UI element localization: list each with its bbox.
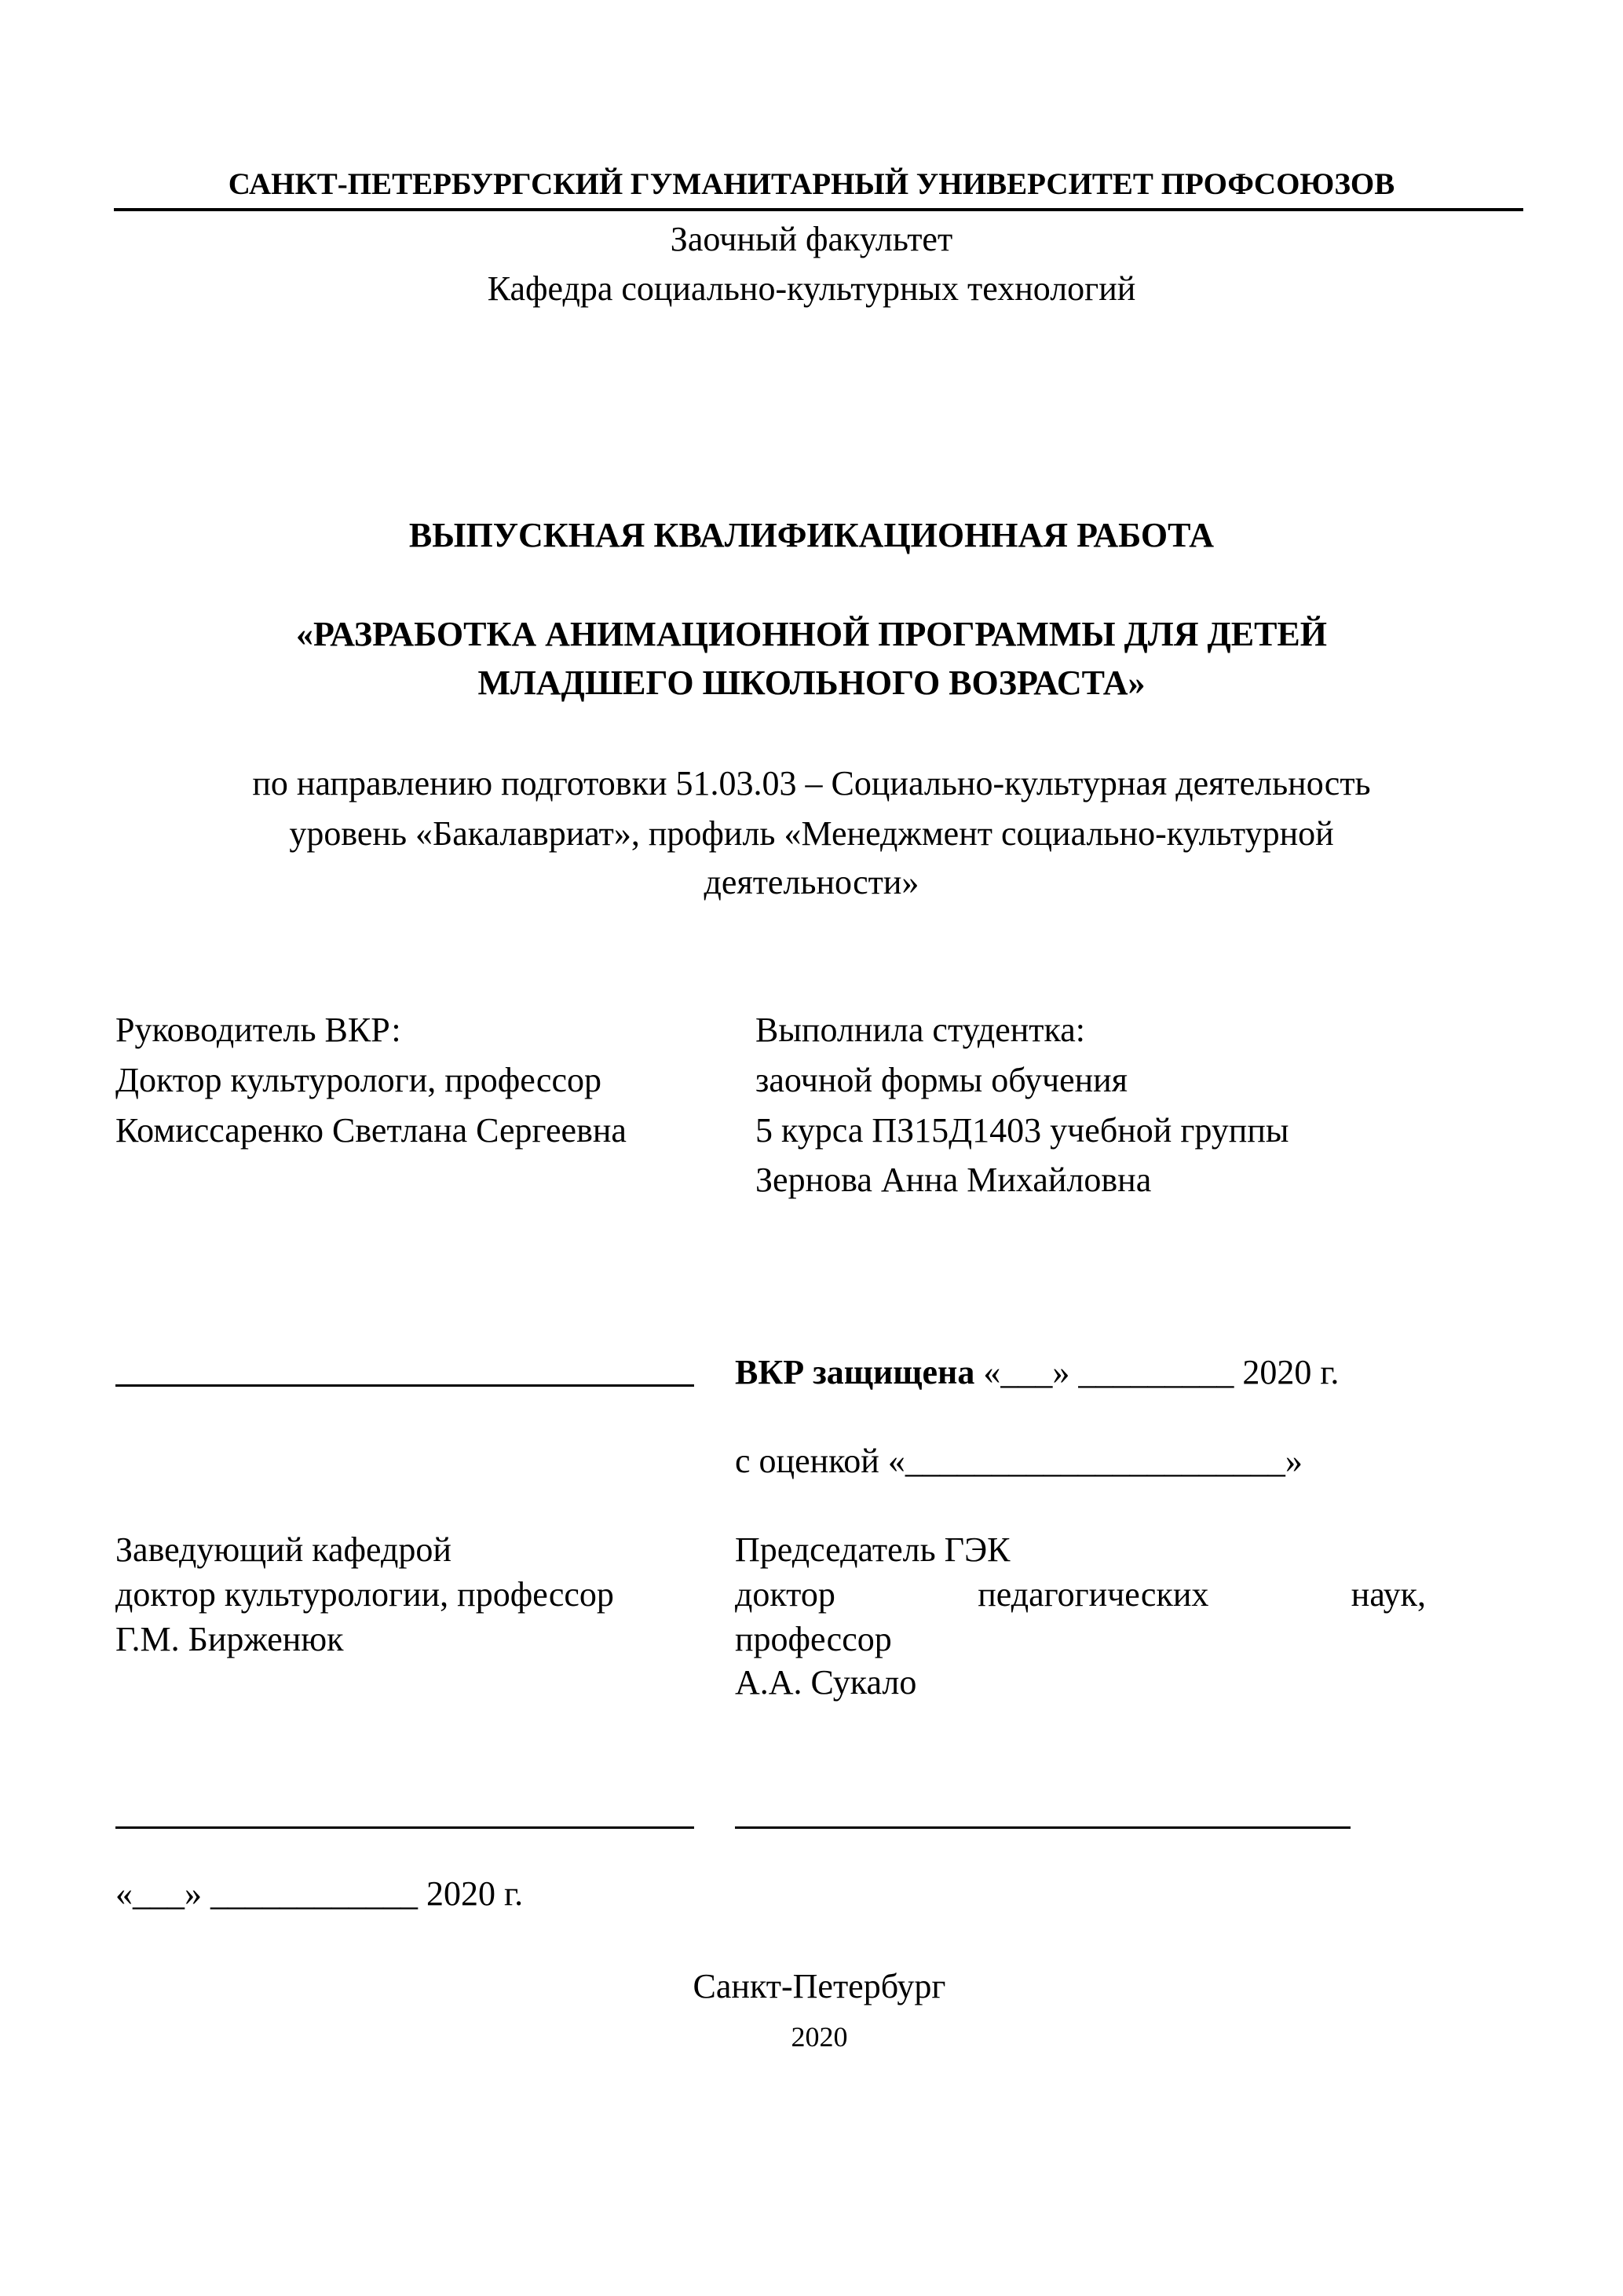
chairman-degree	[735, 1570, 1426, 1619]
supervisor-signature-line	[115, 1384, 694, 1387]
chairman-signature-line	[735, 1826, 1351, 1829]
chairman-title: профессор	[735, 1620, 892, 1658]
chairman-degree-word: педагогических	[978, 1575, 1209, 1614]
chairman-label: Председатель ГЭК	[735, 1530, 1011, 1569]
student-name: Зернова Анна Михайловна	[755, 1161, 1152, 1199]
direction-line-3: деятельности»	[704, 863, 919, 901]
student-form: заочной формы обучения	[755, 1061, 1128, 1099]
defense-date	[735, 1348, 1339, 1397]
chairman-degree-word: наук,	[1351, 1575, 1426, 1614]
defense-date-blank: «___» _________ 2020 г.	[974, 1353, 1340, 1391]
year: 2020	[791, 2021, 848, 2053]
chairman-degree-word: доктор	[735, 1575, 835, 1614]
head-label: Заведующий кафедрой	[115, 1530, 451, 1569]
student-group: 5 курса ПЗ15Д1403 учебной группы	[755, 1111, 1289, 1150]
header-rule	[114, 208, 1523, 211]
supervisor-label: Руководитель ВКР:	[115, 1011, 401, 1049]
head-degree: доктор культурологии, профессор	[115, 1575, 614, 1614]
faculty: Заочный факультет	[670, 220, 953, 258]
work-type: ВЫПУСКНАЯ КВАЛИФИКАЦИОННАЯ РАБОТА	[408, 516, 1215, 554]
chairman-name: А.А. Сукало	[735, 1663, 917, 1702]
direction-line-2: уровень «Бакалавриат», профиль «Менеджмент социально-культурной	[289, 814, 1334, 853]
signature-date: «___» ____________ 2020 г.	[115, 1874, 524, 1913]
supervisor-name: Комиссаренко Светлана Сергеевна	[115, 1111, 627, 1150]
topic-line-1: «РАЗРАБОТКА АНИМАЦИОННОЙ ПРОГРАММЫ ДЛЯ ДЕТЕЙ	[295, 615, 1328, 653]
defense-label: ВКР защищена	[735, 1353, 975, 1391]
student-label: Выполнила студентка:	[755, 1011, 1085, 1049]
topic-line-2: МЛАДШЕГО ШКОЛЬНОГО ВОЗРАСТА»	[477, 664, 1146, 702]
head-signature-line	[115, 1826, 694, 1829]
direction-line-1: по направлению подготовки 51.03.03 – Социально-культурная деятельность	[252, 764, 1371, 803]
head-name: Г.М. Бирженюк	[115, 1620, 344, 1658]
city: Санкт-Петербург	[693, 1967, 946, 2005]
university-name: САНКТ-ПЕТЕРБУРГСКИЙ ГУМАНИТАРНЫЙ УНИВЕРСИТЕТ ПРОФСОЮЗОВ	[228, 167, 1395, 201]
defense-grade: с оценкой «______________________»	[735, 1442, 1303, 1480]
department: Кафедра социально-культурных технологий	[487, 269, 1136, 308]
supervisor-degree: Доктор культурологи, профессор	[115, 1061, 601, 1099]
